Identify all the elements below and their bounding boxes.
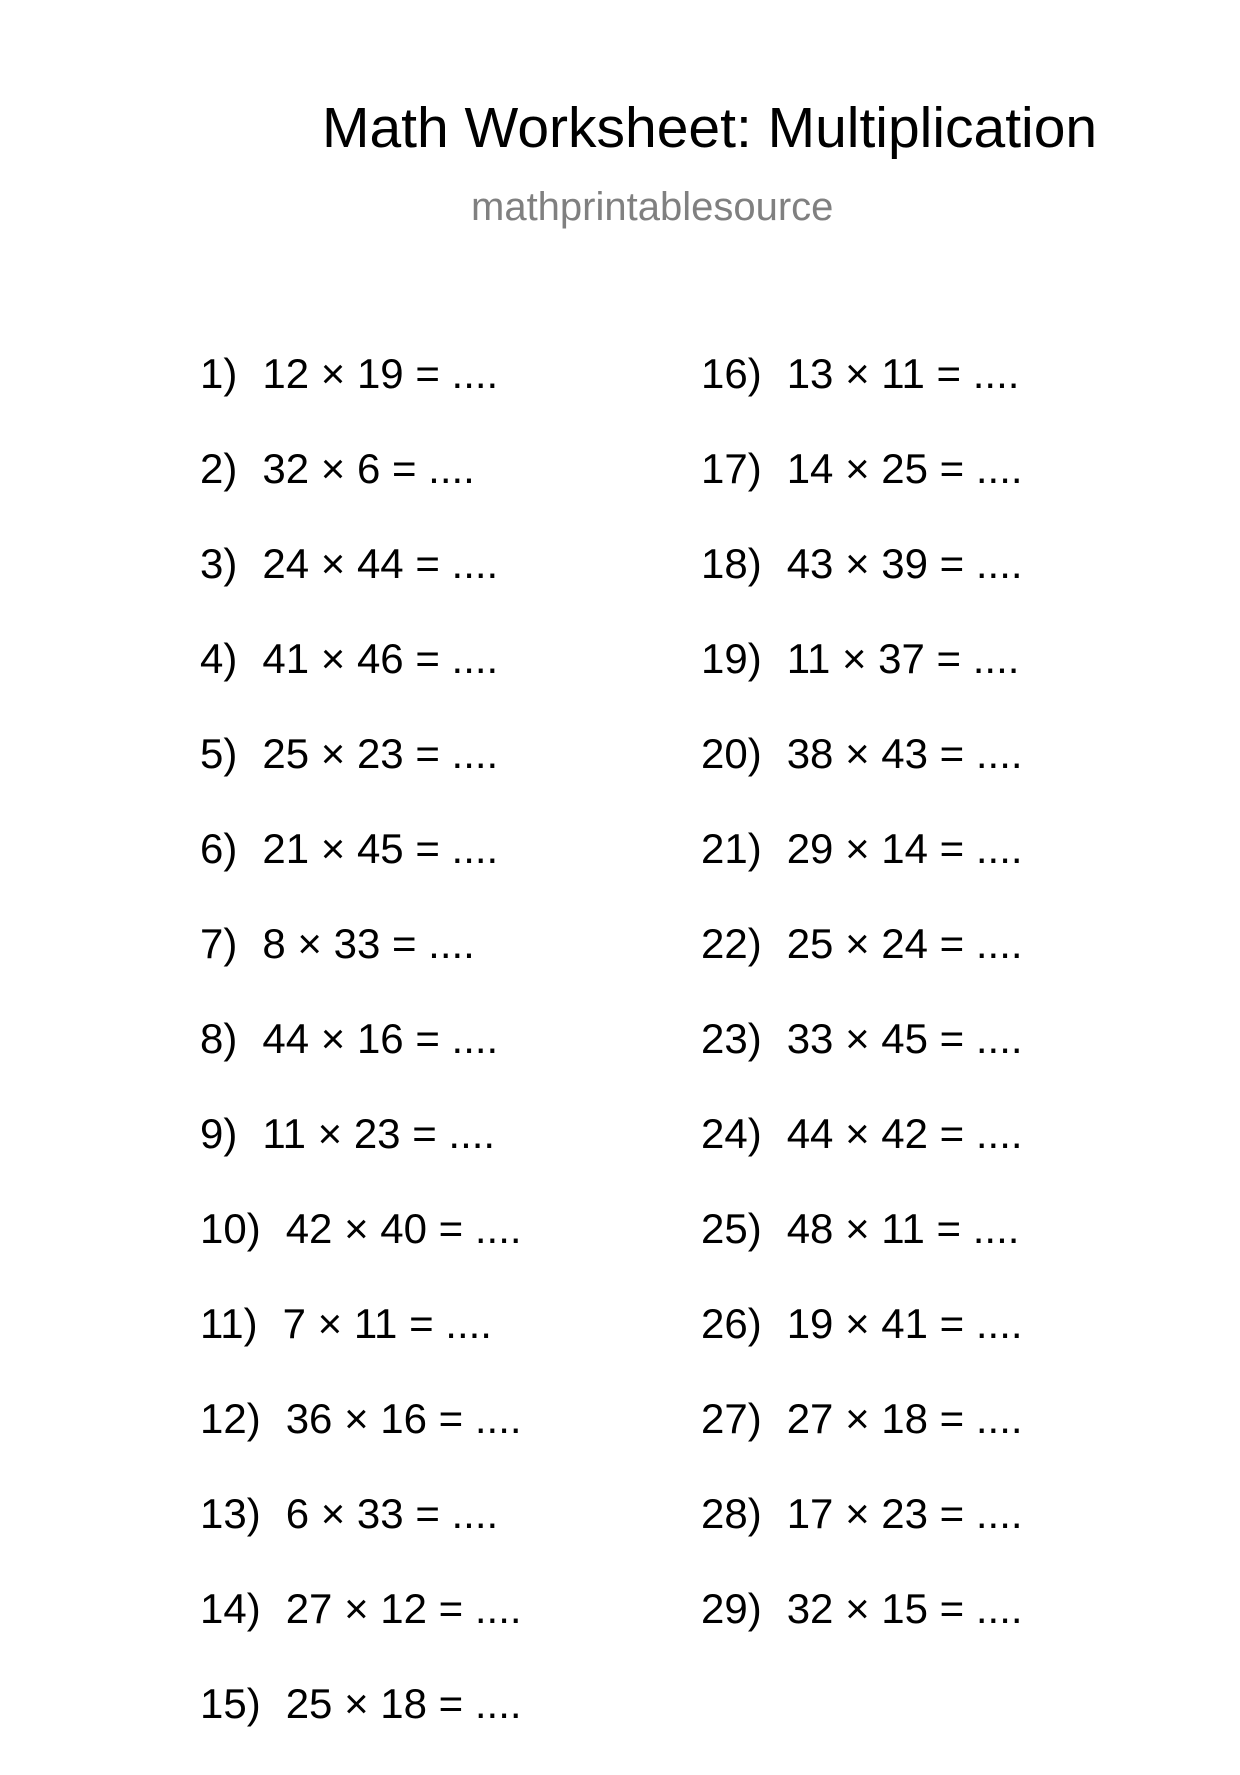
problem-number: 4) — [200, 635, 238, 682]
problem-item — [200, 1300, 522, 1395]
problem-item — [200, 1110, 522, 1205]
problem-number: 19) — [701, 635, 762, 682]
problem-number: 14) — [200, 1585, 261, 1632]
problem-item — [701, 1300, 1023, 1395]
problem-expression: 32 × 15 = .... — [786, 1585, 1023, 1632]
problem-item — [701, 1110, 1023, 1205]
problem-number: 25) — [701, 1205, 762, 1252]
problem-number: 11) — [200, 1300, 258, 1347]
problem-item — [701, 1015, 1023, 1110]
problem-expression: 11 × 37 = .... — [786, 635, 1020, 682]
problem-item — [200, 1205, 522, 1300]
problem-expression: 48 × 11 = .... — [786, 1205, 1020, 1252]
problem-item — [701, 445, 1023, 540]
problem-number: 21) — [701, 825, 762, 872]
problem-expression: 44 × 16 = .... — [262, 1015, 499, 1062]
problem-expression: 29 × 14 = .... — [786, 825, 1023, 872]
problem-number: 22) — [701, 920, 762, 967]
problem-number: 5) — [200, 730, 238, 777]
problem-item — [200, 825, 522, 920]
problem-item — [701, 540, 1023, 635]
problem-number: 2) — [200, 445, 238, 492]
problem-number: 16) — [701, 350, 762, 397]
problem-item — [200, 920, 522, 1015]
problem-number: 8) — [200, 1015, 238, 1062]
problem-expression: 38 × 43 = .... — [786, 730, 1023, 777]
problem-expression: 42 × 40 = .... — [285, 1205, 522, 1252]
problem-number: 28) — [701, 1490, 762, 1537]
problem-expression: 43 × 39 = .... — [786, 540, 1023, 587]
problem-item — [200, 730, 522, 825]
problem-item — [200, 1395, 522, 1490]
problem-item — [701, 350, 1023, 445]
problem-number: 13) — [200, 1490, 261, 1537]
problem-expression: 6 × 33 = .... — [285, 1490, 499, 1537]
problem-number: 23) — [701, 1015, 762, 1062]
problem-item — [200, 1490, 522, 1585]
page-title: Math Worksheet: Multiplication — [322, 96, 1098, 160]
problem-expression: 24 × 44 = .... — [262, 540, 499, 587]
problem-expression: 41 × 46 = .... — [262, 635, 499, 682]
problem-item — [701, 920, 1023, 1015]
problem-expression: 13 × 11 = .... — [786, 350, 1020, 397]
problem-number: 6) — [200, 825, 238, 872]
problem-expression: 36 × 16 = .... — [285, 1395, 522, 1442]
problem-expression: 27 × 12 = .... — [285, 1585, 522, 1632]
problem-item — [200, 1680, 522, 1775]
problem-item — [200, 635, 522, 730]
problem-expression: 7 × 11 = .... — [282, 1300, 492, 1347]
problem-number: 1) — [200, 350, 238, 397]
problem-item — [701, 825, 1023, 920]
problem-expression: 11 × 23 = .... — [262, 1110, 496, 1157]
problem-number: 26) — [701, 1300, 762, 1347]
problem-number: 3) — [200, 540, 238, 587]
problem-item — [701, 1205, 1023, 1300]
problem-expression: 19 × 41 = .... — [786, 1300, 1023, 1347]
problem-expression: 12 × 19 = .... — [262, 350, 499, 397]
problem-item — [701, 1585, 1023, 1680]
problem-number: 17) — [701, 445, 762, 492]
problem-item — [200, 350, 522, 445]
problem-expression: 14 × 25 = .... — [786, 445, 1023, 492]
problem-list-right — [701, 350, 1023, 1680]
problem-expression: 8 × 33 = .... — [262, 920, 475, 967]
problem-item — [701, 1490, 1023, 1585]
problem-item — [200, 445, 522, 540]
problem-item — [200, 1585, 522, 1680]
problem-expression: 32 × 6 = .... — [262, 445, 475, 492]
problem-number: 12) — [200, 1395, 261, 1442]
problem-number: 20) — [701, 730, 762, 777]
page-subtitle: mathprintablesource — [471, 185, 834, 229]
problem-expression: 17 × 23 = .... — [786, 1490, 1023, 1537]
problem-item — [200, 540, 522, 635]
problem-item — [701, 635, 1023, 730]
problem-number: 29) — [701, 1585, 762, 1632]
problem-item — [701, 1395, 1023, 1490]
problem-item — [701, 730, 1023, 825]
problem-expression: 25 × 23 = .... — [262, 730, 499, 777]
problem-expression: 25 × 24 = .... — [786, 920, 1023, 967]
problem-expression: 25 × 18 = .... — [285, 1680, 522, 1727]
problem-number: 9) — [200, 1110, 238, 1157]
problem-expression: 44 × 42 = .... — [786, 1110, 1023, 1157]
problem-number: 24) — [701, 1110, 762, 1157]
problem-item — [200, 1015, 522, 1110]
problem-expression: 21 × 45 = .... — [262, 825, 499, 872]
problem-number: 7) — [200, 920, 238, 967]
problem-expression: 33 × 45 = .... — [786, 1015, 1023, 1062]
problem-number: 18) — [701, 540, 762, 587]
problem-number: 27) — [701, 1395, 762, 1442]
problem-number: 15) — [200, 1680, 261, 1727]
problem-expression: 27 × 18 = .... — [786, 1395, 1023, 1442]
problem-number: 10) — [200, 1205, 261, 1252]
problem-list-left — [200, 350, 522, 1775]
